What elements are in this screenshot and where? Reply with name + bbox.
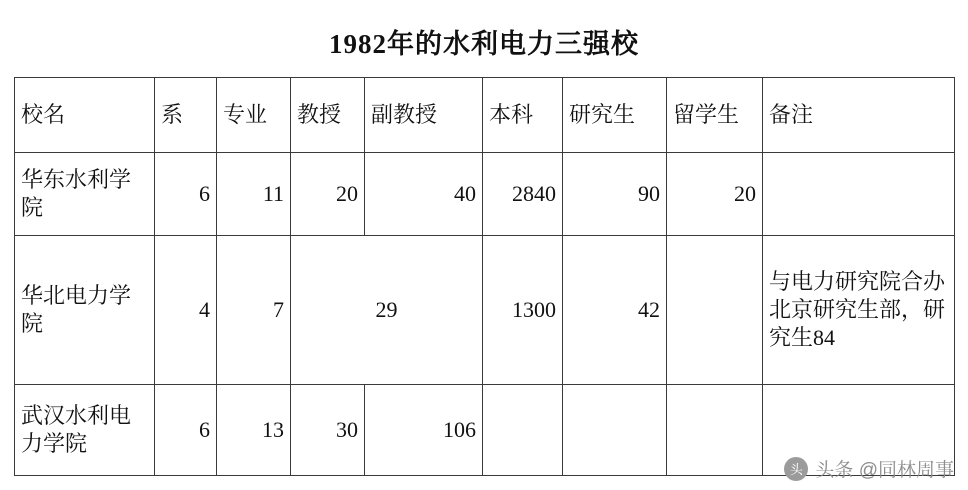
cell-school-name: 华北电力学院 bbox=[15, 236, 155, 385]
toutiao-logo-icon: 头 bbox=[784, 457, 808, 481]
column-header-remarks: 备注 bbox=[763, 78, 955, 153]
cell-international-students bbox=[667, 236, 763, 385]
cell-school-name: 华东水利学院 bbox=[15, 153, 155, 236]
table-header-row bbox=[15, 78, 955, 153]
cell-departments: 4 bbox=[155, 236, 217, 385]
cell-professors-associate-merged: 29 bbox=[291, 236, 483, 385]
cell-graduates: 42 bbox=[563, 236, 667, 385]
cell-associate-professors: 106 bbox=[365, 385, 483, 476]
watermark-label: 头条 @同林周事 bbox=[815, 460, 954, 481]
watermark bbox=[784, 455, 954, 482]
column-header-school: 校名 bbox=[15, 78, 155, 153]
cell-undergraduates bbox=[483, 385, 563, 476]
cell-international-students: 20 bbox=[667, 153, 763, 236]
cell-associate-professors: 40 bbox=[365, 153, 483, 236]
cell-international-students bbox=[667, 385, 763, 476]
cell-professors: 30 bbox=[291, 385, 365, 476]
table-row bbox=[15, 153, 955, 236]
cell-school-name: 武汉水利电力学院 bbox=[15, 385, 155, 476]
cell-undergraduates: 2840 bbox=[483, 153, 563, 236]
cell-majors: 11 bbox=[217, 153, 291, 236]
cell-professors: 20 bbox=[291, 153, 365, 236]
cell-graduates bbox=[563, 385, 667, 476]
table-row bbox=[15, 236, 955, 385]
column-header-professors: 教授 bbox=[291, 78, 365, 153]
column-header-international-students: 留学生 bbox=[667, 78, 763, 153]
page-title: 1982年的水利电力三强校 bbox=[329, 29, 639, 59]
universities-table bbox=[14, 77, 955, 476]
cell-majors: 13 bbox=[217, 385, 291, 476]
column-header-undergraduates: 本科 bbox=[483, 78, 563, 153]
column-header-associate-professors: 副教授 bbox=[365, 78, 483, 153]
column-header-majors: 专业 bbox=[217, 78, 291, 153]
cell-undergraduates: 1300 bbox=[483, 236, 563, 385]
cell-graduates: 90 bbox=[563, 153, 667, 236]
column-header-graduates: 研究生 bbox=[563, 78, 667, 153]
cell-remarks: 与电力研究院合办北京研究生部，研究生84 bbox=[763, 236, 955, 385]
cell-remarks bbox=[763, 153, 955, 236]
column-header-departments: 系 bbox=[155, 78, 217, 153]
cell-departments: 6 bbox=[155, 385, 217, 476]
cell-departments: 6 bbox=[155, 153, 217, 236]
cell-majors: 7 bbox=[217, 236, 291, 385]
